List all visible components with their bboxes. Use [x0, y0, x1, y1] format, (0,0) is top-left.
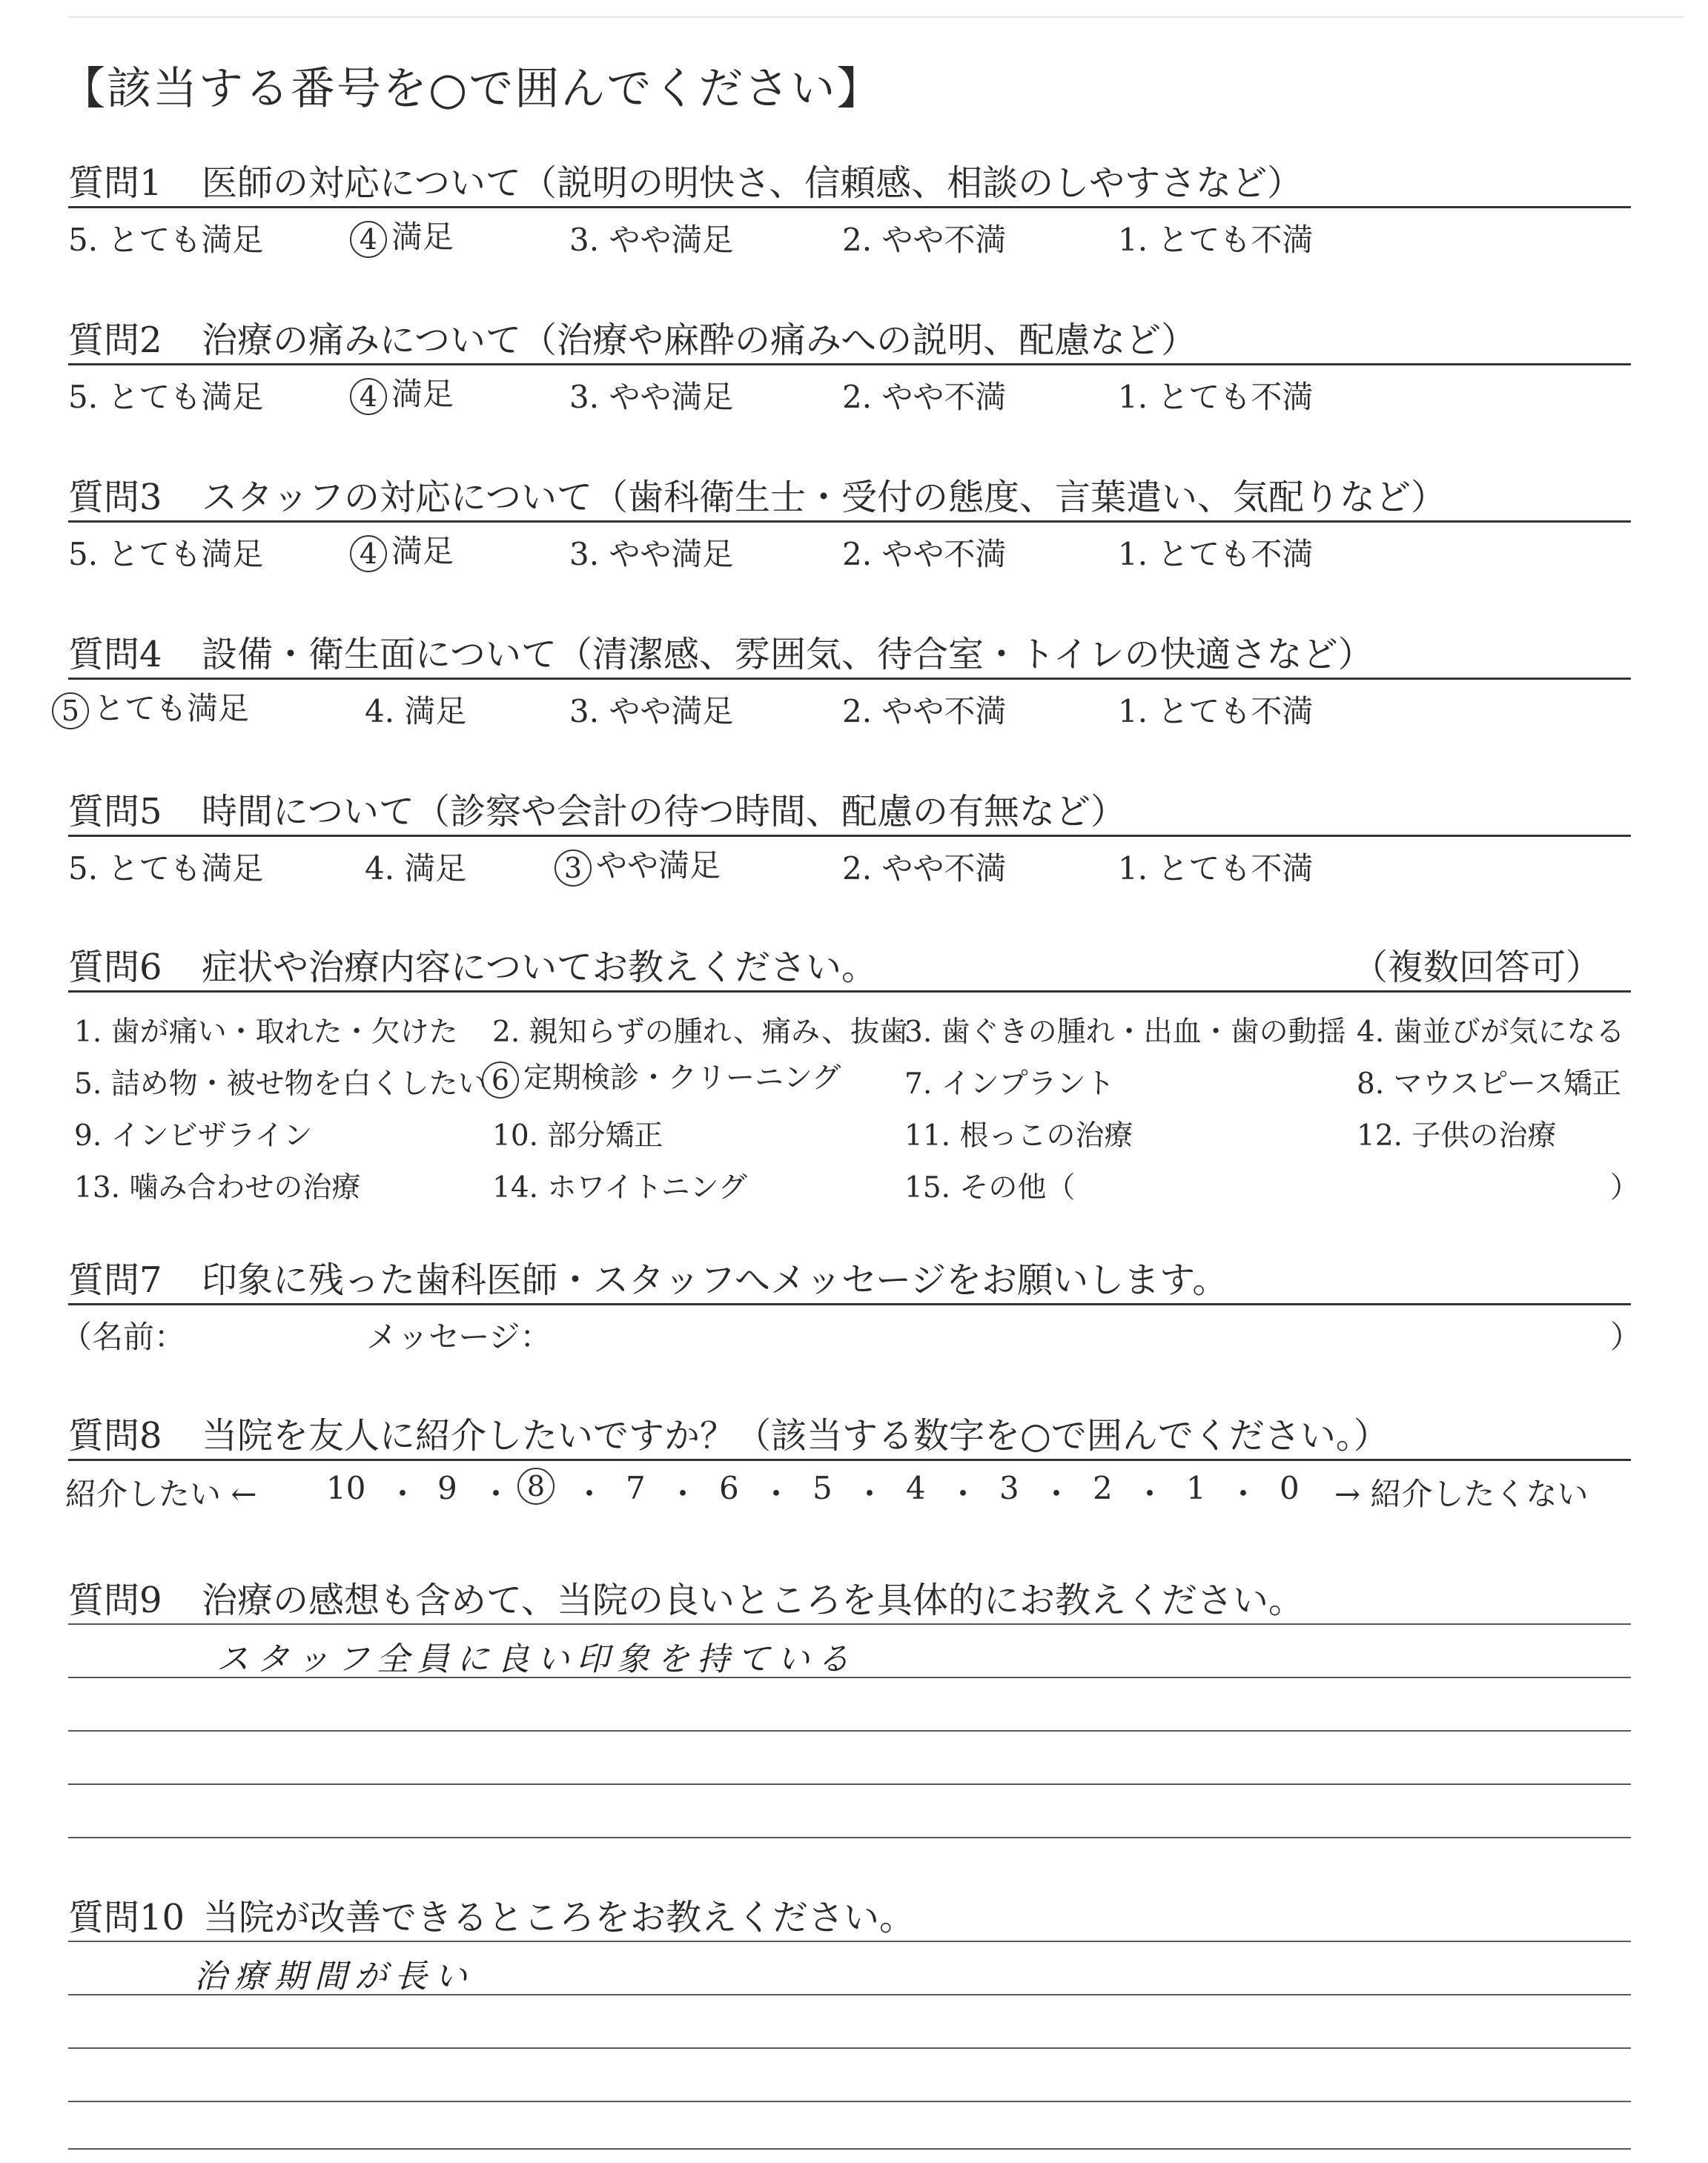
option-5[interactable]: 5. とても満足 — [68, 536, 264, 572]
symptom-option-13[interactable]: 13. 噛み合わせの治療 — [74, 1171, 361, 1205]
scale-dot: ・ — [667, 1476, 699, 1512]
option-1[interactable]: 1. とても不満 — [1118, 693, 1314, 729]
question-number: 質問9 — [68, 1580, 162, 1621]
top-rule — [68, 16, 1684, 18]
answer-line — [68, 2101, 1631, 2102]
answer-line — [68, 1623, 1631, 1625]
scale-dot: ・ — [480, 1476, 512, 1512]
scale-7[interactable]: 7 — [626, 1470, 646, 1506]
scale-right-label: → 紹介したくない — [1334, 1476, 1589, 1512]
option-2[interactable]: 2. やや不満 — [842, 850, 1007, 887]
option-1[interactable]: 1. とても不満 — [1118, 379, 1314, 415]
option-5[interactable]: 5. とても満足 — [68, 222, 264, 258]
question-number: 質問10 — [68, 1897, 185, 1938]
option-4-selected[interactable] — [350, 370, 454, 415]
symptom-option-10[interactable]: 10. 部分矯正 — [492, 1119, 663, 1153]
answer-line — [68, 1941, 1631, 1942]
answer-line — [68, 2047, 1631, 2049]
question-3 — [68, 463, 1631, 574]
option-4-selected[interactable] — [350, 527, 454, 572]
name-label: （名前： — [61, 1319, 186, 1355]
scale-dot: ・ — [387, 1476, 419, 1512]
option-4[interactable]: 4. 満足 — [365, 850, 467, 887]
question-text: 医師の対応について（説明の明快さ、信頼感、相談のしやすさなど） — [202, 162, 1303, 204]
scale-dot: ・ — [1041, 1476, 1073, 1512]
question-number: 質問8 — [68, 1415, 162, 1457]
symptom-option-9[interactable]: 9. インビザライン — [74, 1119, 313, 1153]
option-4[interactable]: 4. 満足 — [365, 693, 467, 729]
question-number: 質問4 — [68, 634, 162, 675]
scale-dot: ・ — [947, 1476, 979, 1512]
option-label: 満足 — [391, 376, 454, 412]
option-5[interactable]: 5. とても満足 — [68, 379, 264, 415]
scale-dot: ・ — [854, 1476, 886, 1512]
option-3[interactable]: 3. やや満足 — [569, 536, 734, 572]
option-label: やや満足 — [596, 847, 721, 884]
question-5 — [68, 777, 1631, 889]
scale-8-selected[interactable] — [517, 1465, 559, 1505]
option-3[interactable]: 3. やや満足 — [569, 693, 734, 729]
question-1 — [68, 148, 1631, 260]
question-2 — [68, 305, 1631, 417]
question-8 — [65, 1401, 1631, 1513]
question-text: 当院を友人に紹介したいですか？（該当する数字を○で囲んでください。） — [202, 1415, 1389, 1457]
option-1[interactable]: 1. とても不満 — [1118, 222, 1314, 258]
scale-0[interactable]: 0 — [1280, 1470, 1300, 1506]
scale-2[interactable]: 2 — [1093, 1470, 1113, 1506]
scale-9[interactable]: 9 — [437, 1470, 457, 1506]
option-label: 満足 — [391, 533, 454, 569]
question-text: 当院が改善できるところをお教えください。 — [203, 1897, 916, 1938]
answer-line — [68, 1730, 1631, 1732]
symptom-option-5[interactable]: 5. 詰め物・被せ物を白くしたい — [74, 1067, 487, 1101]
selected-circle: 3 — [555, 849, 592, 887]
answer-line — [68, 1783, 1631, 1785]
question-number: 質問5 — [68, 791, 162, 832]
question-number: 質問3 — [68, 477, 162, 518]
close-paren: ） — [1610, 1319, 1642, 1355]
option-2[interactable]: 2. やや不満 — [842, 379, 1007, 415]
scale-5[interactable]: 5 — [812, 1470, 833, 1506]
selected-circle: 5 — [52, 692, 89, 729]
question-text: 治療の痛みについて（治療や麻酔の痛みへの説明、配慮など） — [202, 319, 1197, 361]
symptom-option-6-selected[interactable] — [482, 1055, 841, 1099]
question-number: 質問2 — [68, 319, 162, 361]
option-5-selected[interactable] — [52, 684, 249, 729]
option-2[interactable]: 2. やや不満 — [842, 536, 1007, 572]
question-text: 治療の感想も含めて、当院の良いところを具体的にお教えください。 — [202, 1580, 1305, 1621]
symptom-option-12[interactable]: 12. 子供の治療 — [1357, 1119, 1557, 1153]
form-header: 【該当する番号を○で囲んでください】 — [61, 63, 883, 115]
option-label: 満足 — [391, 219, 454, 255]
scale-dot: ・ — [761, 1476, 792, 1512]
question-7 — [61, 1245, 1642, 1357]
scale-4[interactable]: 4 — [906, 1470, 926, 1506]
symptom-option-15[interactable]: 15. その他（ — [904, 1171, 1076, 1205]
question-text: 印象に残った歯科医師・スタッフへメッセージをお願いします。 — [202, 1259, 1228, 1301]
symptom-option-3[interactable]: 3. 歯ぐきの腫れ・出血・歯の動揺 — [904, 1016, 1346, 1049]
option-2[interactable]: 2. やや不満 — [842, 693, 1007, 729]
bottom-rule — [68, 2148, 1631, 2150]
symptom-option-11[interactable]: 11. 根っこの治療 — [904, 1119, 1133, 1153]
answer-line — [68, 1837, 1631, 1838]
question-text: 症状や治療内容についてお教えください。 — [202, 947, 878, 988]
symptom-option-8[interactable]: 8. マウスピース矯正 — [1357, 1067, 1621, 1101]
multiple-answers-note: （複数回答可） — [1351, 947, 1601, 988]
option-3[interactable]: 3. やや満足 — [569, 222, 734, 258]
selected-circle: 4 — [350, 221, 387, 258]
scale-10[interactable]: 10 — [326, 1470, 366, 1506]
selected-circle: 6 — [482, 1061, 519, 1099]
option-1[interactable]: 1. とても不満 — [1118, 536, 1314, 572]
option-label: 定期検診・クリーニング — [523, 1061, 841, 1095]
scale-dot: ・ — [1134, 1476, 1166, 1512]
symptom-option-7[interactable]: 7. インプラント — [904, 1067, 1115, 1101]
selected-circle: 8 — [517, 1468, 555, 1505]
symptom-option-4[interactable]: 4. 歯並びが気になる — [1357, 1016, 1625, 1049]
option-5[interactable]: 5. とても満足 — [68, 850, 264, 887]
question-text: 時間について（診察や会計の待つ時間、配慮の有無など） — [202, 791, 1127, 832]
question-10 — [68, 1883, 1631, 2163]
question-number: 質問1 — [68, 162, 162, 204]
option-4-selected[interactable] — [350, 213, 454, 258]
other-close-paren: ） — [1610, 1171, 1640, 1205]
symptom-option-2[interactable]: 2. 親知らずの腫れ、痛み、抜歯 — [492, 1016, 909, 1049]
scale-3[interactable]: 3 — [999, 1470, 1019, 1506]
question-text: スタッフの対応について（歯科衛生士・受付の態度、言葉遣い、気配りなど） — [202, 477, 1447, 518]
question-9 — [68, 1566, 1631, 1905]
selected-circle: 4 — [350, 535, 387, 572]
scale-dot: ・ — [574, 1476, 606, 1512]
message-label: メッセージ： — [366, 1319, 552, 1355]
question-number: 質問6 — [68, 947, 162, 988]
scale-dot: ・ — [1228, 1476, 1260, 1512]
scale-6[interactable]: 6 — [719, 1470, 739, 1506]
handwritten-answer: 治療期間が長い — [194, 1958, 474, 1995]
question-number: 質問7 — [68, 1259, 162, 1301]
option-1[interactable]: 1. とても不満 — [1118, 850, 1314, 887]
selected-circle: 4 — [350, 378, 387, 415]
option-2[interactable]: 2. やや不満 — [842, 222, 1007, 258]
handwritten-answer: スタッフ全員に良い印象を持ている — [216, 1640, 857, 1678]
option-3-selected[interactable] — [555, 841, 721, 887]
question-text: 設備・衛生面について（清潔感、雰囲気、待合室・トイレの快適さなど） — [202, 634, 1374, 675]
question-4 — [61, 620, 1631, 732]
option-3[interactable]: 3. やや満足 — [569, 379, 734, 415]
scale-1[interactable]: 1 — [1186, 1470, 1206, 1506]
question-6 — [68, 933, 1640, 1208]
symptom-option-14[interactable]: 14. ホワイトニング — [492, 1171, 747, 1205]
scale-left-label: 紹介したい ← — [65, 1476, 257, 1512]
symptom-option-1[interactable]: 1. 歯が痛い・取れた・欠けた — [74, 1016, 458, 1049]
option-label: とても満足 — [93, 690, 250, 726]
